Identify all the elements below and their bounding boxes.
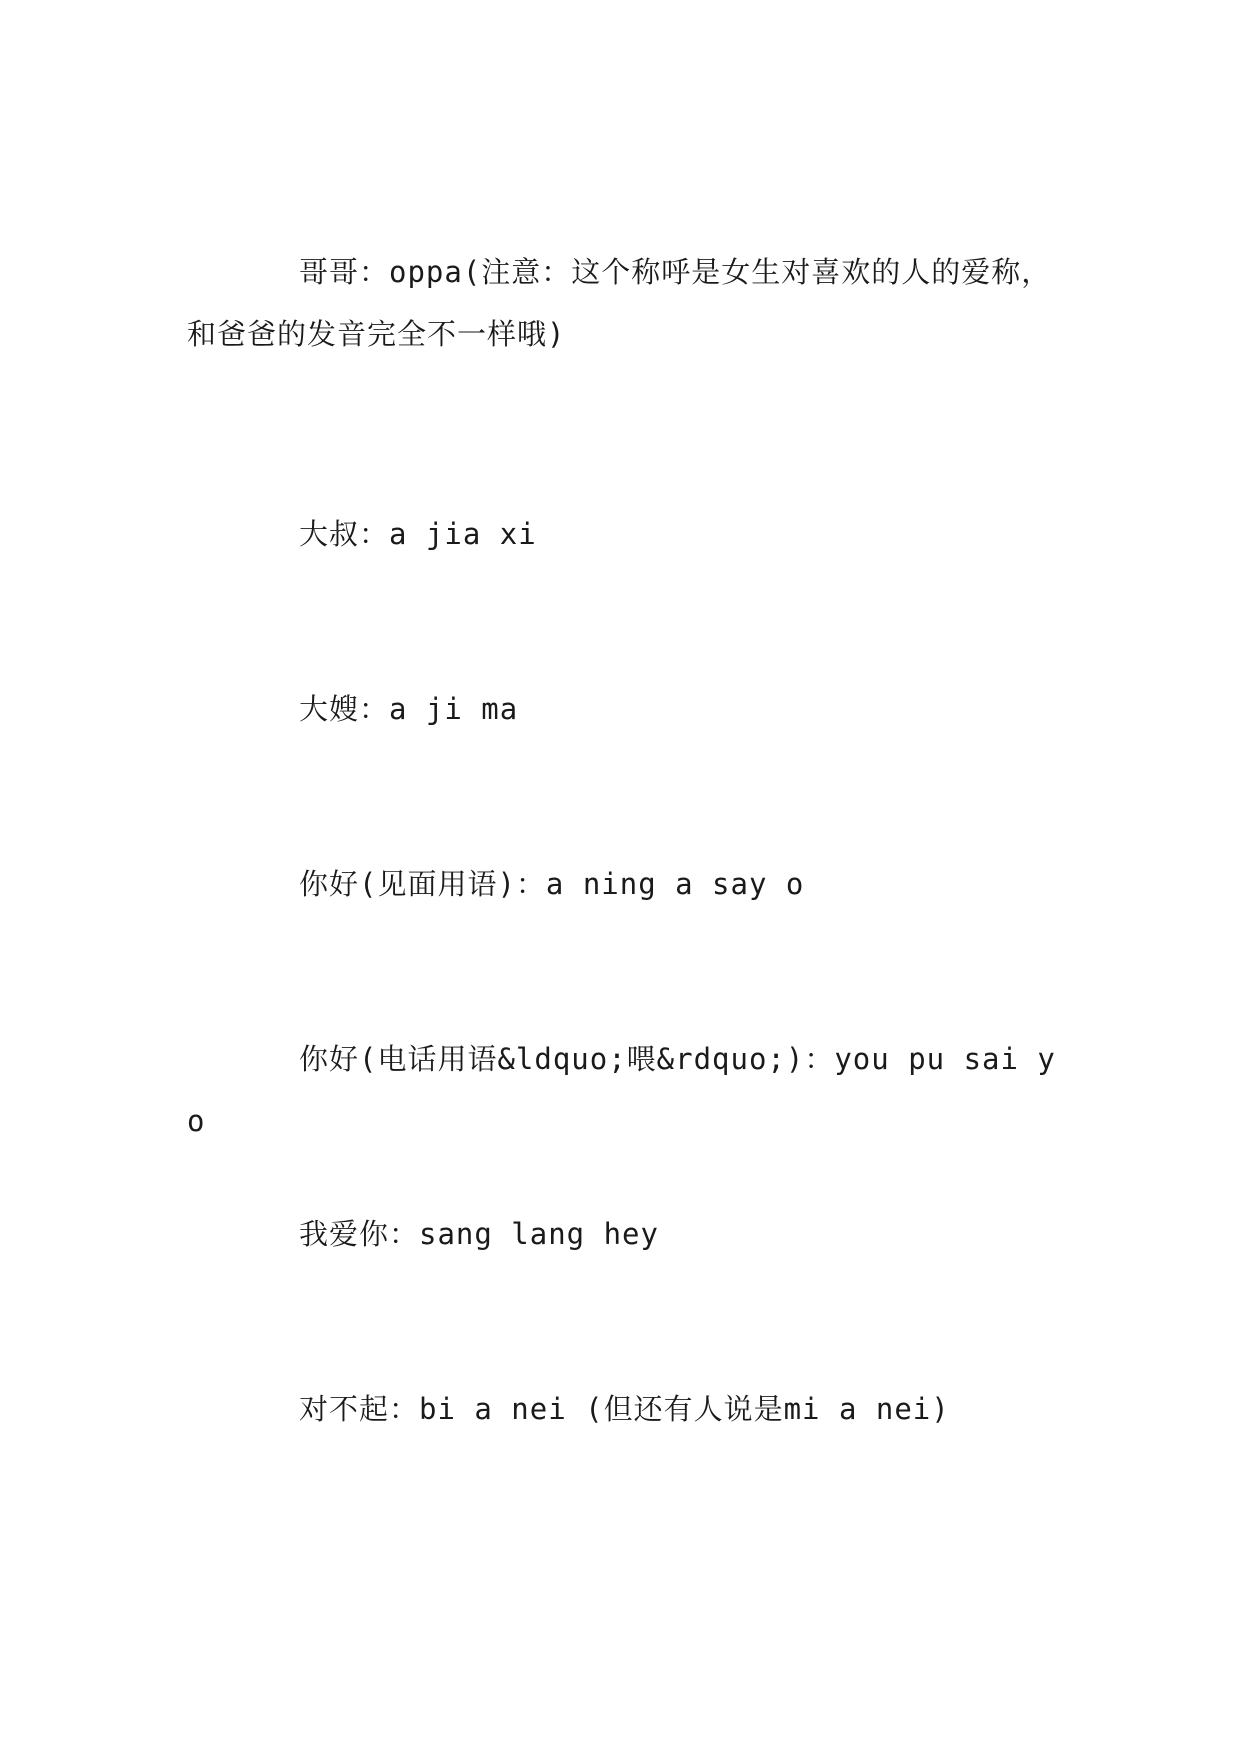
paragraph-oppa: 哥哥：oppa(注意：这个称呼是女生对喜欢的人的爱称，和爸爸的发音完全不一样哦) — [187, 255, 1052, 351]
paragraph-i-love-you: 我爱你：sang lang hey — [299, 1217, 659, 1251]
paragraph-ajima: 大嫂：a ji ma — [299, 692, 519, 726]
paragraph-ajiaxi: 大叔：a jia xi — [299, 517, 537, 551]
paragraph-hello-phone: 你好(电话用语&ldquo;喂&rdquo;)：you pu sai yo — [187, 1042, 1056, 1138]
paragraph-sorry: 对不起：bi a nei (但还有人说是mi a nei) — [299, 1392, 950, 1426]
paragraph-hello-meeting: 你好(见面用语)：a ning a say o — [299, 867, 805, 901]
